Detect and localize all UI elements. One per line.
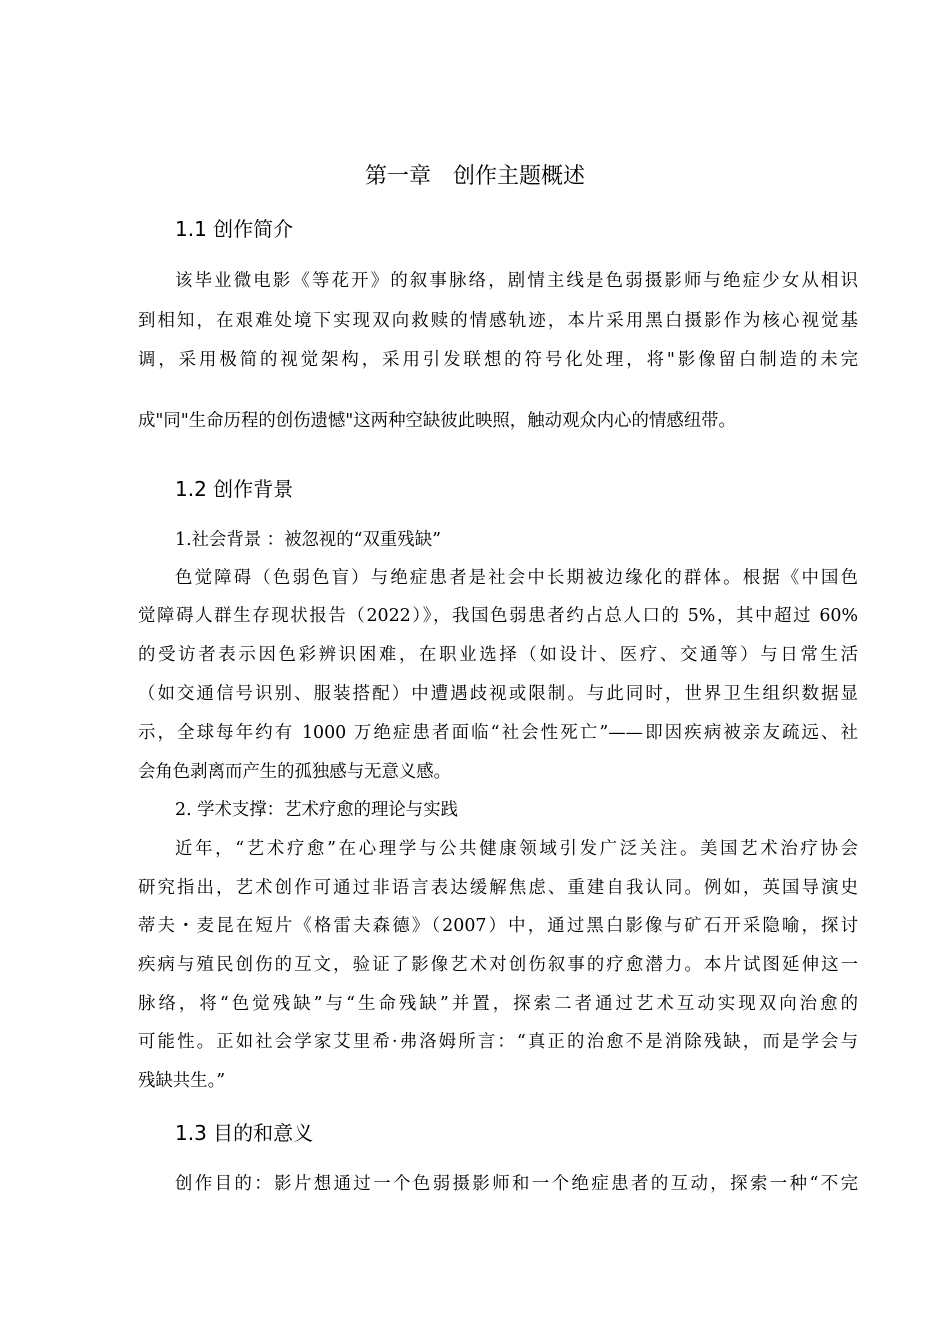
paragraph-line: 到相知，在艰难处境下实现双向救赎的情感轨迹，本片采用黑白摄影作为核心视觉基 [138, 311, 858, 331]
paragraph-line: 近年，“艺术疗愈”在心理学与公共健康领域引发广泛关注。美国艺术治疗协会 [175, 839, 858, 859]
paragraph-line: 脉络，将“色觉残缺”与“生命残缺”并置，探索二者通过艺术互动实现双向治愈的 [138, 994, 858, 1014]
paragraph-line: 觉障碍人群生存现状报告（2022）》，我国色弱患者约占总人口的 5%，其中超过 60% [138, 606, 858, 626]
paragraph-line: 色觉障碍（色弱色盲）与绝症患者是社会中长期被边缘化的群体。根据《中国色 [175, 568, 858, 588]
chapter-title: 第一章 创作主题概述 [364, 164, 585, 189]
paragraph-line: 研究指出，艺术创作可通过非语言表达缓解焦虑、重建自我认同。例如，英国导演史 [138, 878, 858, 898]
paragraph-line: 调，采用极简的视觉架构，采用引发联想的符号化处理，将"影像留白制造的未完 [138, 350, 858, 370]
subheading: 2. 学术支撑：艺术疗愈的理论与实践 [175, 800, 458, 820]
paragraph-line: 疾病与殖民创伤的互文，验证了影像艺术对创伤叙事的疗愈潜力。本片试图延伸这一 [138, 955, 858, 975]
section-title-1-2: 1.2 创作背景 [175, 477, 294, 501]
paragraph-line: 创作目的：影片想通过一个色弱摄影师和一个绝症患者的互动，探索一种“不完 [175, 1174, 858, 1194]
paragraph-line: 该毕业微电影《等花开》的叙事脉络，剧情主线是色弱摄影师与绝症少女从相识 [175, 271, 858, 291]
paragraph-line: 可能性。正如社会学家艾里希·弗洛姆所言：“真正的治愈不是消除残缺，而是学会与 [138, 1032, 858, 1052]
paragraph-line: 会角色剥离而产生的孤独感与无意义感。 [138, 762, 452, 782]
subheading: 1.社会背景 ：被忽视的“双重残缺” [175, 530, 441, 550]
paragraph-line: 蒂夫・麦昆在短片《格雷夫森德》（2007）中，通过黑白影像与矿石开采隐喻，探讨 [138, 916, 858, 936]
section-title-1-3: 1.3 目的和意义 [175, 1121, 314, 1145]
paragraph-line: 成"同"生命历程的创伤遗憾"这两种空缺彼此映照，触动观众内心的情感纽带。 [138, 411, 736, 431]
paragraph-line: 示，全球每年约有 1000 万绝症患者面临“社会性死亡”——即因疾病被亲友疏远、社 [138, 723, 858, 743]
paragraph-line: 残缺共生。” [138, 1071, 226, 1091]
section-title-1-1: 1.1 创作简介 [175, 217, 294, 241]
paragraph-line: （如交通信号识别、服装搭配）中遭遇歧视或限制。与此同时，世界卫生组织数据显 [138, 684, 858, 704]
paragraph-line: 的受访者表示因色彩辨识困难，在职业选择（如设计、医疗、交通等）与日常生活 [138, 645, 858, 665]
